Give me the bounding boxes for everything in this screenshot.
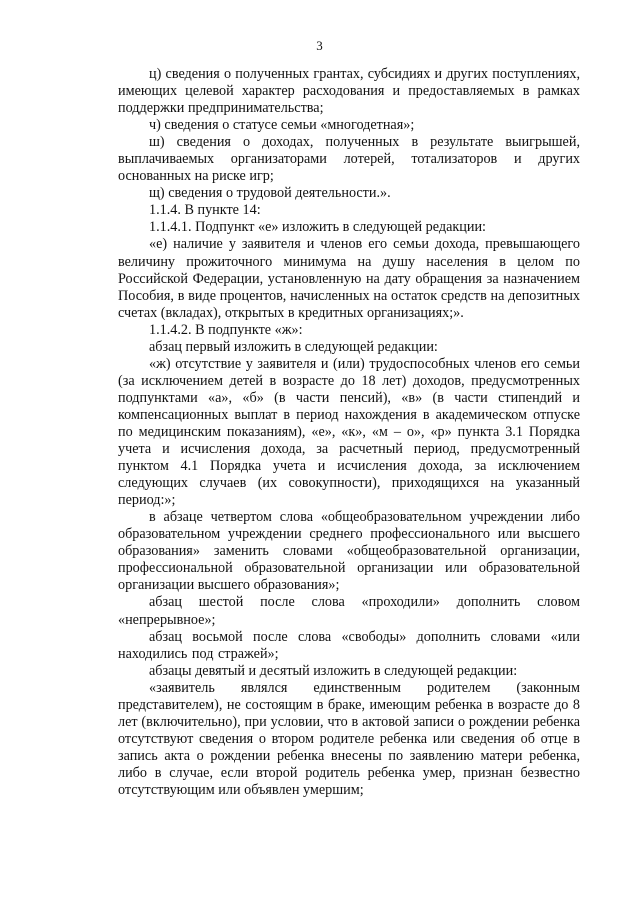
paragraph-subitem-e-text: «е) наличие у заявителя и членов его семьи дохода, превышающего величину прожиточного минимума на душу населения в целом по Российской Федерации, установленную на дату обращения за назначением Пособия, в виде процентов, начисленных на остаток средств на депозитных счетах (вкладах), открытых в кредитных организациях;». [118, 236, 580, 321]
paragraph-subitem-zh-text: «ж) отсутствие у заявителя и (или) трудоспособных членов его семьи (за исключением детей в возрасте до 18 лет) доходов, предусмотренных подпунктами «а», «б» (в части пенсий), «в» (в части стипендий и компенсационных выплат в период нахождения в академическом отпуске по медицинским показаниям), «е», «к», «м – о», «р» пункта 3.1 Порядка учета и исчисления дохода, за расчетный период, предусмотренный пунктом 4.1 Порядка учета и исчисления дохода, за исключением следующих случаев (их совокупности), приходящихся на указанный период:»; [118, 355, 580, 509]
paragraph-sixth-abzats-change: абзац шестой после слова «проходили» дополнить словом «непрерывное»; [118, 594, 580, 628]
paragraph-clause-1-1-4: 1.1.4. В пункте 14: [149, 202, 261, 219]
page-number: 3 [316, 38, 323, 53]
paragraph-applicant-single-parent: «заявитель являлся единственным родителем (законным представителем), не состоящим в браке, имеющим ребенка в возрасте до 8 лет (включительно), при условии, что в актовой записи о рождении ребенка отсутствуют сведения о втором родителе ребенка или сведения об отце в запись акта о рождении ребенка внесены по заявлению матери ребенка, либо в случае, если второй родитель ребенка умер, признан безвестно отсутствующим или объявлен умершим; [118, 679, 580, 798]
document-body [118, 66, 580, 799]
paragraph-fourth-abzats-change: в абзаце четвертом слова «общеобразовательном учреждении либо образовательном учреждении среднего профессионального или высшего образования» заменить словами «общеобразовательной организации, профессиональной образовательной организации или образовательной организации высшего образования»; [118, 509, 580, 594]
paragraph-subitem-ts: ц) сведения о полученных грантах, субсидиях и других поступлениях, имеющих целевой характер расходования и предоставляемых в рамках поддержки предпринимательства; [118, 66, 580, 117]
paragraph-subitem-sh: ш) сведения о доходах, полученных в результате выигрышей, выплачиваемых организаторами лотерей, тотализаторов и других основанных на риске игр; [118, 134, 580, 185]
paragraph-clause-1-1-4-1: 1.1.4.1. Подпункт «е» изложить в следующей редакции: [149, 219, 486, 236]
paragraph-subitem-ch: ч) сведения о статусе семьи «многодетная»; [149, 117, 415, 134]
paragraph-ninth-tenth-instruction: абзацы девятый и десятый изложить в следующей редакции: [149, 662, 518, 679]
paragraph-first-abzats-instruction: абзац первый изложить в следующей редакции: [149, 338, 438, 355]
paragraph-clause-1-1-4-2: 1.1.4.2. В подпункте «ж»: [149, 321, 303, 338]
paragraph-eighth-abzats-change: абзац восьмой после слова «свободы» дополнить словами «или находились под стражей»; [118, 628, 580, 662]
paragraph-subitem-shch: щ) сведения о трудовой деятельности.». [149, 185, 391, 202]
